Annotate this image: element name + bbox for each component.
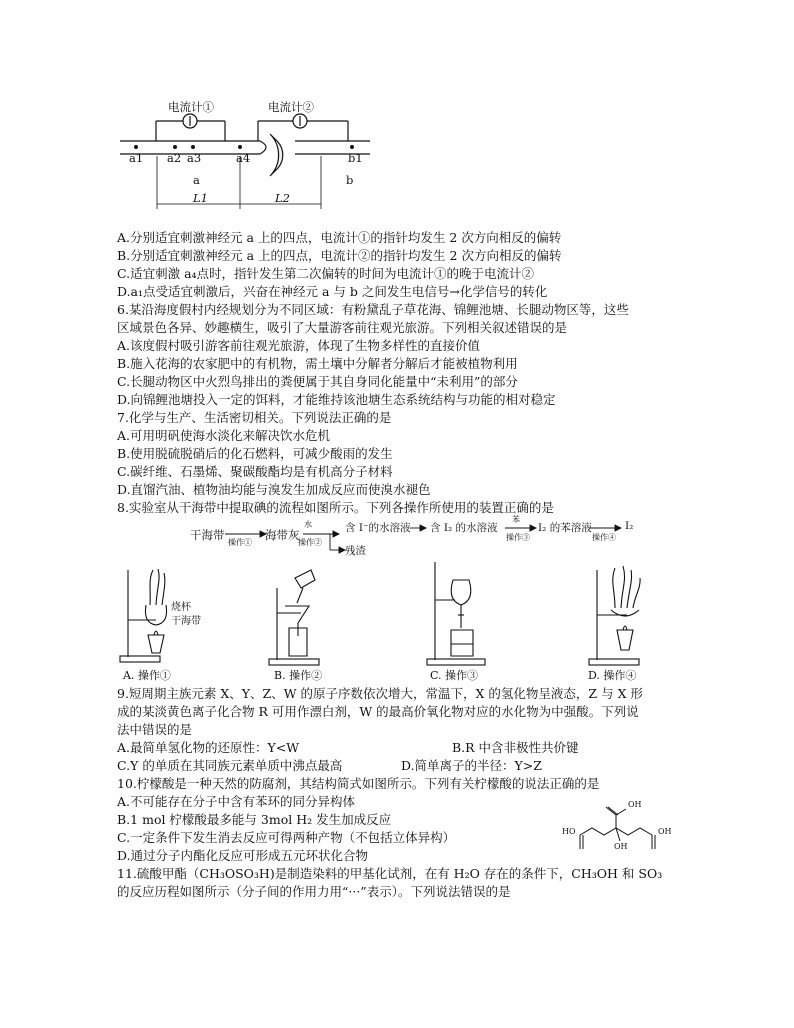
caption-a: A. 操作① [123, 669, 171, 682]
text-line: 法中错误的是 [117, 722, 193, 737]
text-line: 11.硫酸甲酯（CH₃OSO₃H)是制造染料的甲基化试剂，在有 H₂O 存在的条件下，CH₃OH 和 SO₃ [117, 866, 663, 881]
length-l2-label: L2 [275, 191, 290, 205]
point-a2: a2 [167, 151, 182, 165]
q9-option-c: C.Y 的单质在其同族元素单质中沸点最高 [117, 758, 343, 773]
point-a3: a3 [187, 151, 202, 165]
q9-option-b: B.R 中含非极性共价键 [452, 740, 579, 755]
neuron-b-label: b [346, 173, 354, 187]
text-line: 的反应历程如图所示（分子间的作用力用“···”表示）。下列说法错误的是 [117, 884, 511, 899]
point-b1: b1 [348, 151, 363, 165]
apparatus-b-figure [265, 568, 335, 668]
text-line: 成的某淡黄色离子化合物 R 可用作漂白剂，W 的最高价氧化物对应的水化物为中强酸。下列说 [117, 704, 639, 719]
text-line: A.可用明矾使海水淡化来解决饮水危机 [117, 428, 331, 443]
text-line: A.不可能存在分子中含有苯环的同分异构体 [117, 794, 356, 809]
flow-step-ash: 海带灰 [265, 528, 300, 542]
neuron-a-label: a [193, 173, 200, 187]
length-l1-label: L1 [193, 191, 208, 205]
text-line: C.长腿动物区中火烈鸟排出的粪便属于其自身同化能量中“未利用”的部分 [117, 374, 518, 389]
flow-step-kelp: 干海带 [190, 528, 225, 542]
kelp-label: 干海带 [171, 616, 201, 627]
citric-oh-top: OH [628, 800, 642, 809]
citric-oh-center: OH [614, 842, 628, 851]
flow-step-iodide: 含 I⁻的水溶液 [345, 522, 411, 534]
text-line: A.该度假村吸引游客前往观光旅游，体现了生物多样性的直接价值 [117, 338, 481, 353]
flow-op1: 操作① [228, 538, 252, 547]
flow-residue: 残渣 [345, 545, 366, 557]
meter1-label: 电流计① [168, 100, 214, 114]
flow-op4: 操作④ [592, 533, 616, 542]
text-line: 7.化学与生产、生活密切相关。下列说法正确的是 [117, 410, 392, 425]
citric-oh-right: OH [658, 827, 672, 836]
text-line: D.直馏汽油、植物油均能与溴发生加成反应而使溴水褪色 [117, 482, 431, 497]
text-line: C.碳纤维、石墨烯、聚碳酸酯均是有机高分子材料 [117, 464, 393, 479]
beaker-label: 烧杯 [171, 602, 191, 613]
text-line: D.a₁点受适宜刺激后，兴奋在神经元 a 与 b 之间发生电信号→化学信号的转化 [117, 284, 548, 299]
caption-d: D. 操作④ [588, 669, 637, 682]
text-line: A.分别适宜刺激神经元 a 上的四点，电流计①的指针均发生 2 次方向相反的偏转 [117, 230, 562, 245]
text-line: B.施入花海的农家肥中的有机物，需土壤中分解者分解后才能被植物利用 [117, 356, 518, 371]
text-line: B.分别适宜刺激神经元 a 上的四点，电流计②的指针均发生 2 次方向相反的偏转 [117, 248, 562, 263]
apparatus-d-figure [585, 560, 665, 670]
q9-option-d: D.简单离子的半径：Y>Z [401, 758, 542, 773]
meter2-label: 电流计② [268, 100, 314, 114]
flow-benzene: 苯 [512, 515, 520, 524]
text-line: 6.某沿海度假村内经规划分为不同区域：有粉黛乱子草花海、锦鲤池塘、长腿动物区等，这些 [117, 302, 629, 317]
text-line: C.一定条件下发生消去反应可得两种产物（不包括立体异构） [117, 830, 456, 845]
flow-water: 水 [304, 520, 312, 529]
point-a1: a1 [129, 151, 144, 165]
text-line: D.通过分子内酯化反应可形成五元环状化合物 [117, 848, 369, 863]
text-line: C.适宜刺激 a₄点时，指针发生第二次偏转的时间为电流计①的晚于电流计② [117, 266, 535, 281]
flow-op3: 操作③ [506, 533, 530, 542]
text-line: B.1 mol 柠檬酸最多能与 3mol H₂ 发生加成反应 [117, 812, 392, 827]
point-a4: a4 [236, 151, 251, 165]
text-line: B.使用脱硫脱硝后的化石燃料，可减少酸雨的发生 [117, 446, 393, 461]
citric-ho-left: HO [562, 827, 576, 836]
apparatus-c-figure [425, 560, 495, 670]
text-line: 8.实验室从干海带中提取碘的流程如图所示。下列各操作所使用的装置正确的是 [117, 500, 554, 515]
text-line: 9.短周期主族元素 X、Y、Z、W 的原子序数依次增大，常温下，X 的氢化物呈液态，Z 与 X 形 [117, 686, 643, 701]
flow-op2: 操作② [298, 538, 322, 547]
text-line: 10.柠檬酸是一种天然的防腐剂，其结构简式如图所示。下列有关柠檬酸的说法正确的是 [117, 776, 600, 791]
q9-option-a: A.最简单氢化物的还原性：Y<W [117, 740, 300, 755]
flow-step-iodine: I₂ [625, 520, 634, 532]
caption-c: C. 操作③ [430, 669, 479, 682]
text-line: 区域景色各异、妙趣横生，吸引了大量游客前往观光旅游。下列相关叙述错误的是 [117, 320, 568, 335]
caption-b: B. 操作② [274, 669, 323, 682]
text-line: D.向锦鲤池塘投入一定的饵料，才能维持该池塘生态系统结构与功能的相对稳定 [117, 392, 556, 407]
flow-step-iodine-benzene: I₂ 的苯溶液 [538, 522, 592, 534]
flow-step-iodine-aq: 含 I₂ 的水溶液 [430, 522, 498, 534]
